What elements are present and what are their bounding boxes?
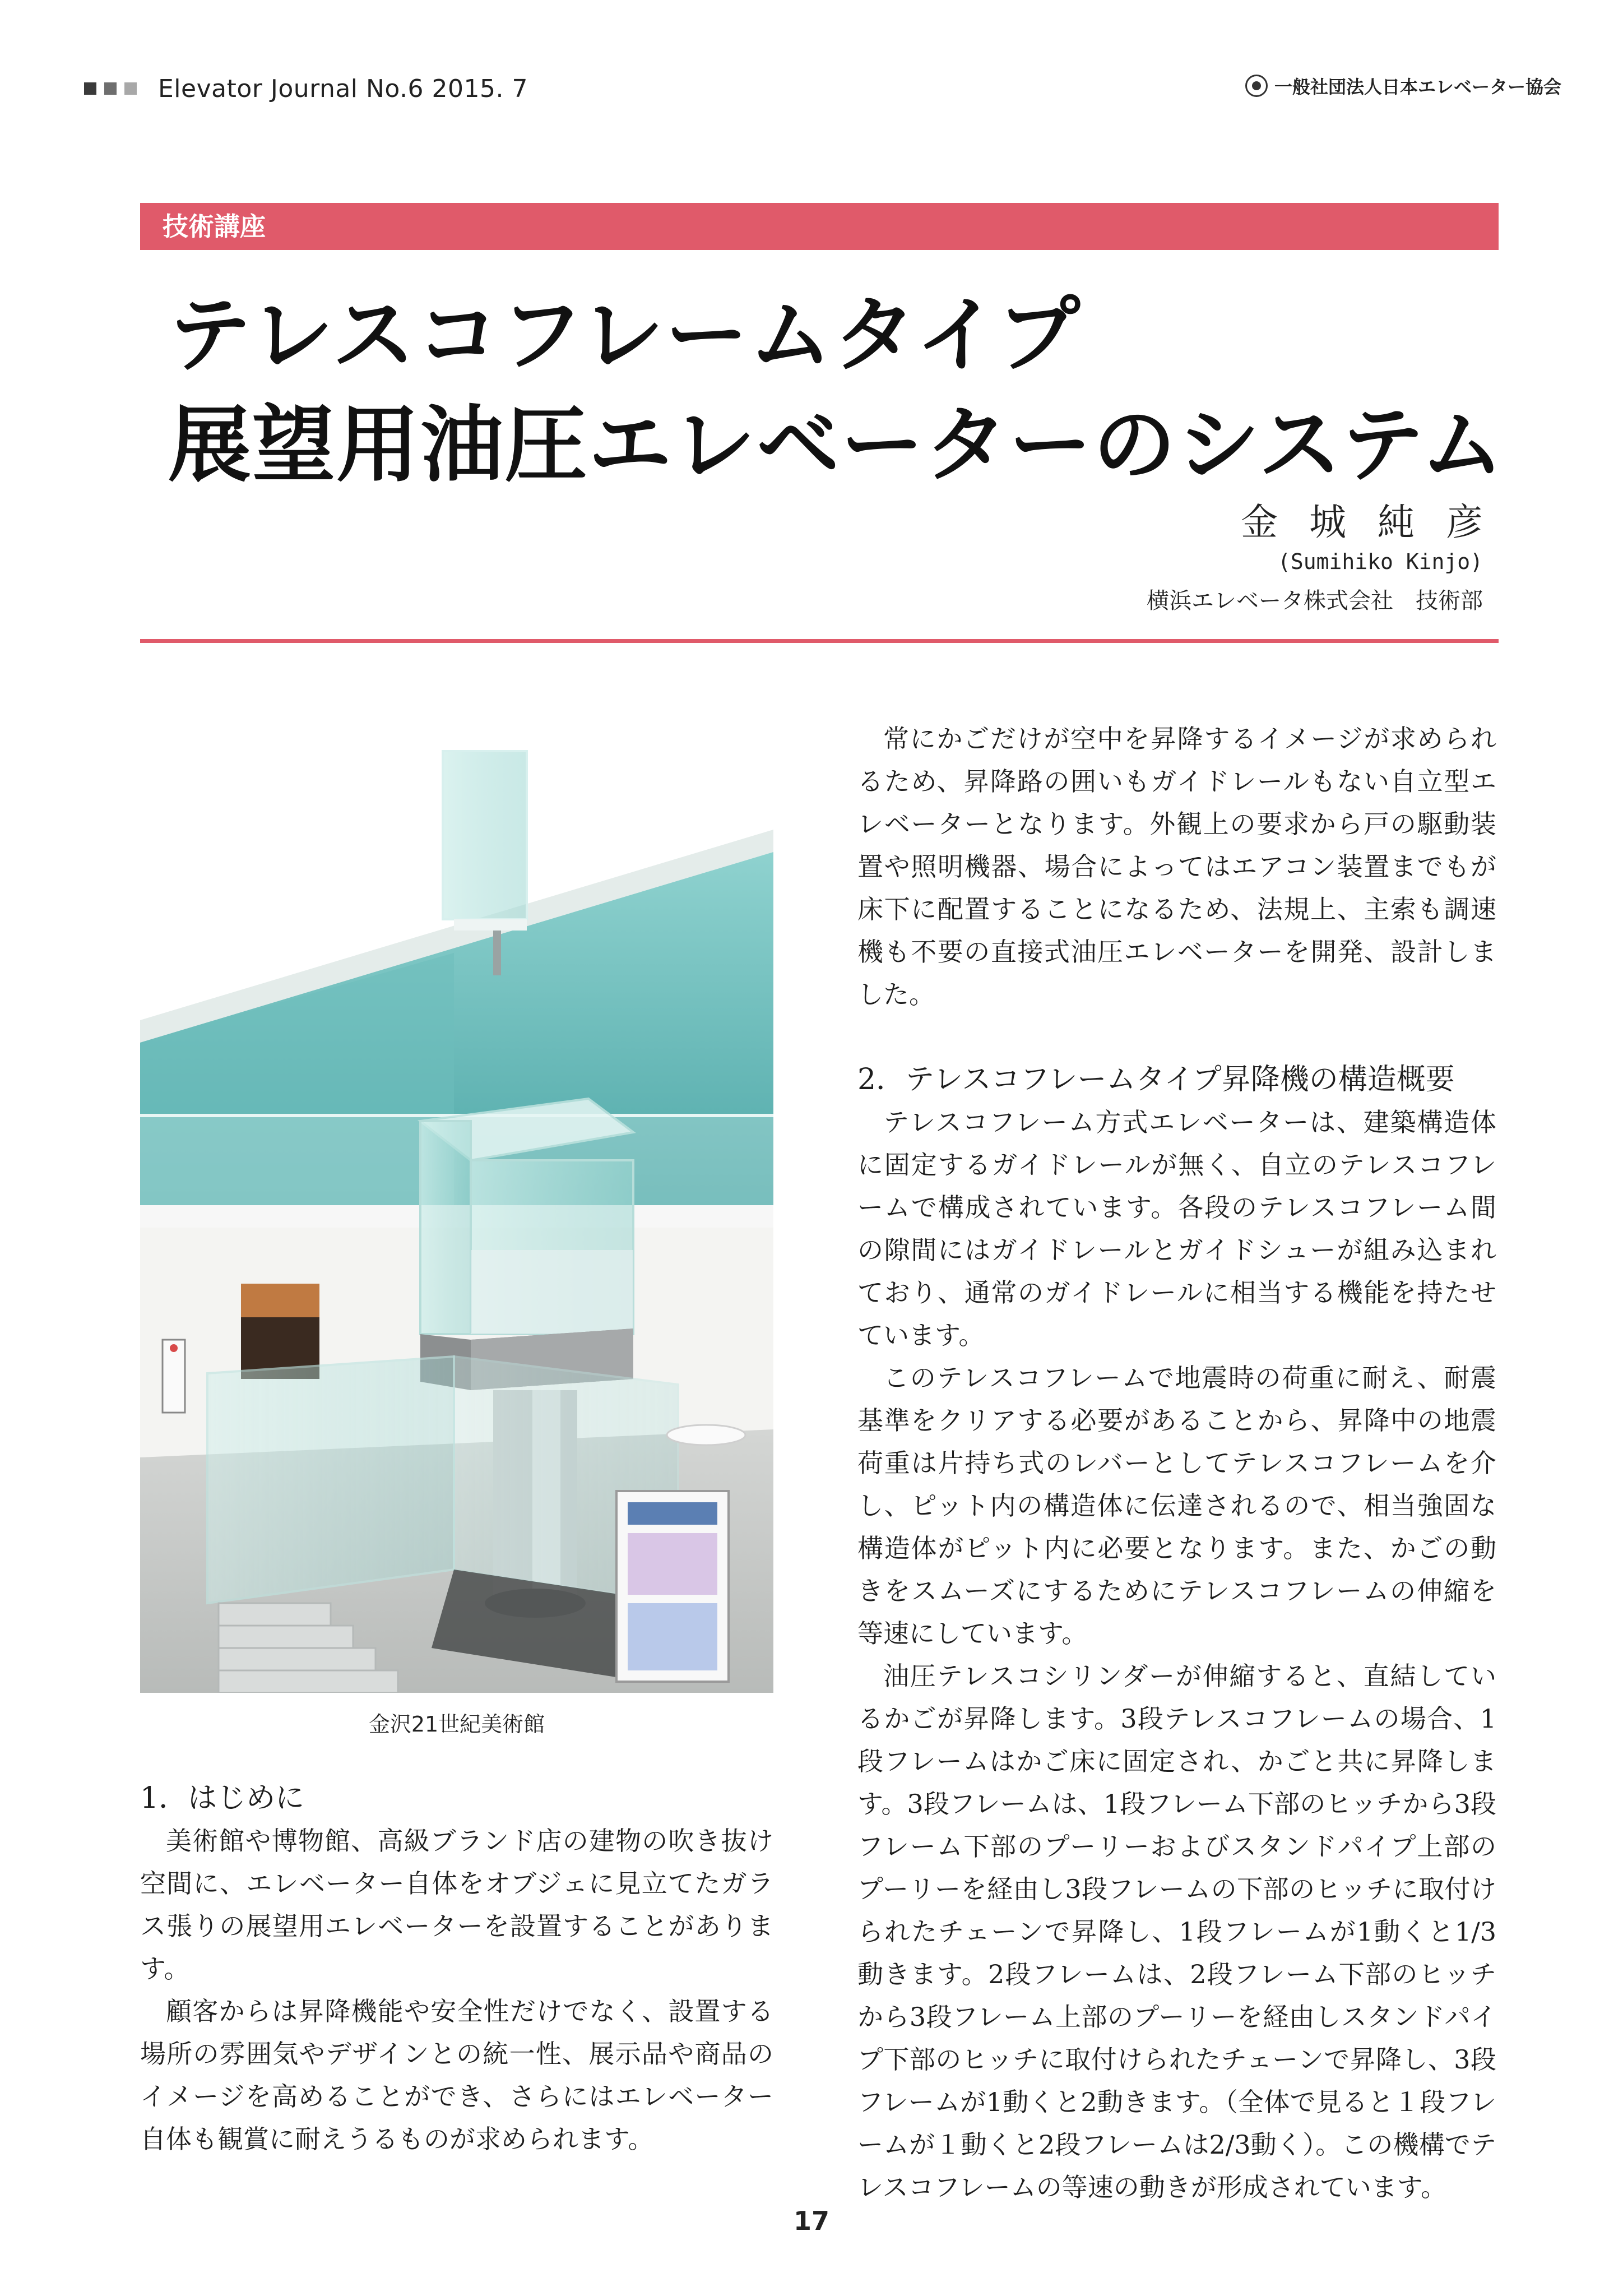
association-logo-icon bbox=[1245, 75, 1268, 97]
section-2-paragraph-2: このテレスコフレームで地震時の荷重に耐え、耐震基準をクリアする必要があることから、昇降中の地震荷重は片持ち式のレバーとしてテレスコフレームを介し、ピット内の構造体に伝達されるので、相当強固な構造体がピット内に必要となります。また、かごの動きをスムーズにするためにテレスコフレームの伸縮を等速にしています。 bbox=[857, 1363, 1496, 1649]
running-header bbox=[84, 72, 528, 105]
right-column bbox=[857, 718, 1496, 2209]
photo-caption: 金沢21世紀美術館 bbox=[368, 1712, 545, 1737]
category-band bbox=[140, 203, 1499, 250]
left-column bbox=[140, 1777, 773, 2160]
author-name: 金城純彦 bbox=[1241, 501, 1514, 544]
author-roman-name: (Sumihiko Kinjo) bbox=[1277, 549, 1483, 574]
article-title bbox=[168, 280, 1505, 500]
section-1-heading: 1．はじめに bbox=[140, 1781, 305, 1815]
section-2-paragraph-1: テレスコフレーム方式エレベーターは、建築構造体に固定するガイドレールが無く、自立のテレスコフレームで構成されています。各段のテレスコフレーム間の隙間にはガイドレールとガイドシューが組み込まれており、通常のガイドレールに相当する機能を持たせています。 bbox=[857, 1107, 1496, 1350]
section-2-heading: 2．テレスコフレームタイプ昇降機の構造概要 bbox=[857, 1063, 1455, 1096]
title-line-1: テレスコフレームタイプ bbox=[168, 287, 1082, 383]
section-1-paragraph-1: 美術館や博物館、高級ブランド店の建物の吹き抜け空間に、エレベーター自体をオブジェに見立てたガラス張りの展望用エレベーターを設置することがあります。 bbox=[140, 1826, 774, 1984]
title-line-2: 展望用油圧エレベーターのシステム bbox=[168, 397, 1505, 493]
category-label: 技術講座 bbox=[163, 211, 266, 242]
intro-continuation-paragraph: 常にかごだけが空中を昇降するイメージが求められるため、昇降路の囲いもガイドレールもない自立型エレベーターとなります。外観上の要求から戸の駆動装置や照明機器、場合によってはエアコン装置までもが床下に配置することになるため、法規上、主索も調速機も不要の直接式油圧エレベーターを開発、設計しました。 bbox=[857, 724, 1496, 1010]
section-2-paragraph-3: 油圧テレスコシリンダーが伸縮すると、直結しているかごが昇降します。3段テレスコフレームの場合、1段フレームはかご床に固定され、かごと共に昇降します。3段フレームは、1段フレーム下部のヒッチから3段フレーム下部のプーリーおよびスタンドパイプ上部のプーリーを経由し3段フレームの下部のヒッチに取付けられたチェーンで昇降し、1段フレームが1動くと1/3動きます。2段フレームは、2段フレーム下部のヒッチから3段フレーム上部のプーリーを経由しスタンドパイプ下部のヒッチに取付けられたチェーンで昇降し、3段フレームが1動くと2動きます。（全体で見ると１段フレームが１動くと2段フレームは2/3動く）。この機構でテレスコフレームの等速の動きが形成されています。 bbox=[857, 1661, 1496, 2202]
author-affiliation: 横浜エレベータ株式会社 技術部 bbox=[1147, 588, 1483, 614]
association-header bbox=[1245, 73, 1561, 99]
article-photo bbox=[140, 729, 773, 1693]
journal-name: Elevator Journal No.6 2015. 7 bbox=[158, 74, 528, 103]
title-divider bbox=[140, 639, 1499, 643]
section-1-paragraph-2: 顧客からは昇降機能や安全性だけでなく、設置する場所の雰囲気やデザインとの統一性、展示品や商品のイメージを高めることができ、さらにはエレベーター自体も観賞に耐えうるものが求められます。 bbox=[140, 1996, 773, 2154]
header-square-2 bbox=[104, 82, 117, 95]
page-number: 17 bbox=[793, 2206, 829, 2236]
header-square-3 bbox=[124, 82, 137, 95]
association-name: 一般社団法人日本エレベーター協会 bbox=[1274, 76, 1561, 98]
paragraph-gap bbox=[857, 1016, 1496, 1058]
header-square-1 bbox=[84, 82, 96, 95]
museum-elevator-illustration bbox=[140, 729, 773, 1693]
